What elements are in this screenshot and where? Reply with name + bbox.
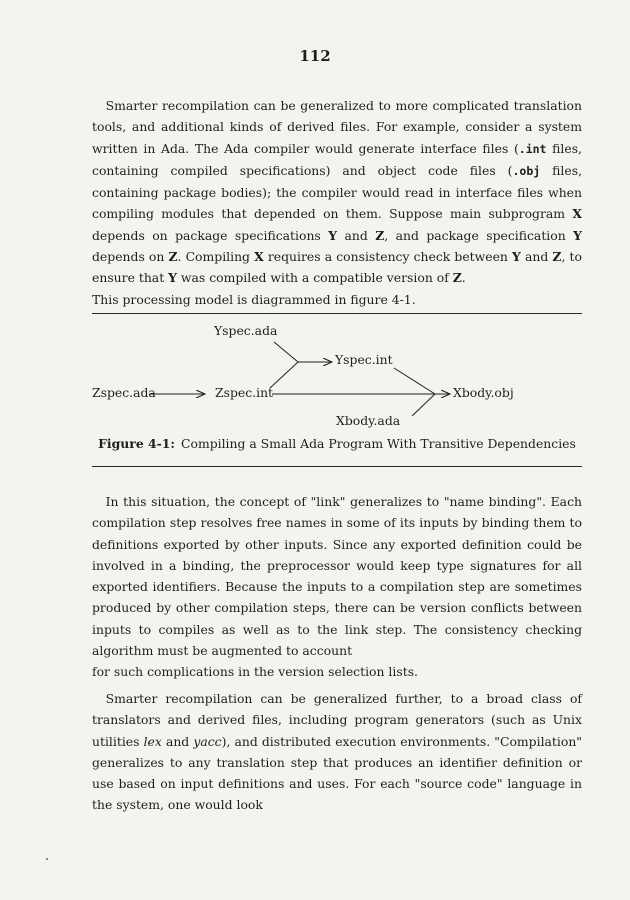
edge-zspec-int-up: [270, 362, 298, 388]
paragraph-further-generalization: [92, 688, 582, 816]
node-zspec-ada: Zspec.ada: [92, 385, 156, 400]
text-run: and: [520, 249, 553, 265]
paragraph-ada-generalization: [92, 95, 582, 310]
scan-speck: [46, 858, 48, 860]
edge-yspec-int-down: [394, 368, 435, 394]
node-xbody-obj: Xbody.obj: [453, 385, 514, 400]
node-xbody-ada: Xbody.ada: [336, 413, 401, 428]
text-run: , and package specification: [384, 227, 574, 243]
text-run: files, containing package bodies); the compiler would read in interface files when compiling modules that depended on them. Suppose main subprogram: [92, 162, 583, 222]
node-yspec-int: Yspec.int: [335, 352, 393, 367]
paragraph-name-binding: [92, 491, 582, 683]
node-yspec-ada: Yspec.ada: [214, 323, 278, 338]
caption-label: Figure 4-1:: [98, 436, 175, 451]
text-run: depends on package specifications: [92, 227, 329, 243]
code-obj: .obj: [512, 163, 541, 178]
bold-x: X: [572, 206, 582, 222]
edge-yspec-ada: [274, 342, 298, 362]
figure-top-rule: [92, 313, 582, 314]
text-run: . Compiling: [177, 249, 255, 265]
node-zspec-int: Zspec.int: [215, 385, 274, 400]
figure-4-1-diagram: [92, 318, 582, 436]
bold-x: X: [254, 249, 264, 265]
text-run: Smarter recompilation can be generalized to more complicated translation tools, and additional kinds of derived files. For example, consider a system written in Ada. The Ada compiler would generate interface files (: [92, 98, 582, 156]
bold-y: Y: [328, 227, 338, 243]
italic-lex: lex: [143, 733, 162, 749]
text-run: and: [337, 227, 376, 243]
bold-y: Y: [168, 270, 177, 286]
bold-y: Y: [512, 249, 521, 265]
text-run: .: [461, 270, 466, 286]
bold-y: Y: [573, 227, 582, 243]
bold-z: Z: [375, 227, 385, 243]
bold-z: Z: [168, 249, 178, 265]
bold-z: Z: [552, 249, 562, 265]
text-run: files, containing compiled specifications) and object code files (: [92, 140, 582, 178]
text-run: In this situation, the concept of "link" generalizes to "name binding". Each compilation step resolves free names in some of its inputs by binding them to definitions exported by other inputs. Since any exported definition could be involved in a binding, the preprocessor would keep type signatures for all exported identifiers. Because the inputs to a compilation step are sometimes produced by other compilation steps, there can be version conflicts between inputs to compiles as well as to the link step. The consistency checking algorithm must be augmented to account: [92, 494, 582, 659]
caption-text: Compiling a Small Ada Program With Transitive Dependencies: [181, 436, 576, 451]
text-run: requires a consistency check between: [263, 249, 513, 265]
figure-caption: [92, 436, 582, 451]
code-int: .int: [518, 141, 547, 156]
italic-yacc: yacc: [193, 733, 222, 749]
page-number: 112: [299, 47, 331, 65]
text-run: depends on: [92, 249, 169, 265]
bold-z: Z: [452, 270, 462, 286]
figure-bottom-rule: [92, 466, 582, 467]
text-run: and: [161, 733, 194, 749]
text-run: , to ensure that: [92, 249, 582, 286]
edge-xbody-ada-up: [412, 394, 435, 416]
text-run: ), and distributed execution environments. "Compilation" generalizes to any translation step that produces an identifier definition or use based on input definitions and uses. For each "source code" language in the system, one would look: [92, 733, 582, 813]
text-run: Smarter recompilation can be generalized further, to a broad class of translators and derived files, including program generators (such as Unix utilities: [92, 691, 582, 749]
text-run: This processing model is diagrammed in figure 4-1.: [92, 291, 416, 307]
text-run: for such complications in the version selection lists.: [92, 664, 418, 680]
text-run: was compiled with a compatible version of: [176, 270, 453, 286]
